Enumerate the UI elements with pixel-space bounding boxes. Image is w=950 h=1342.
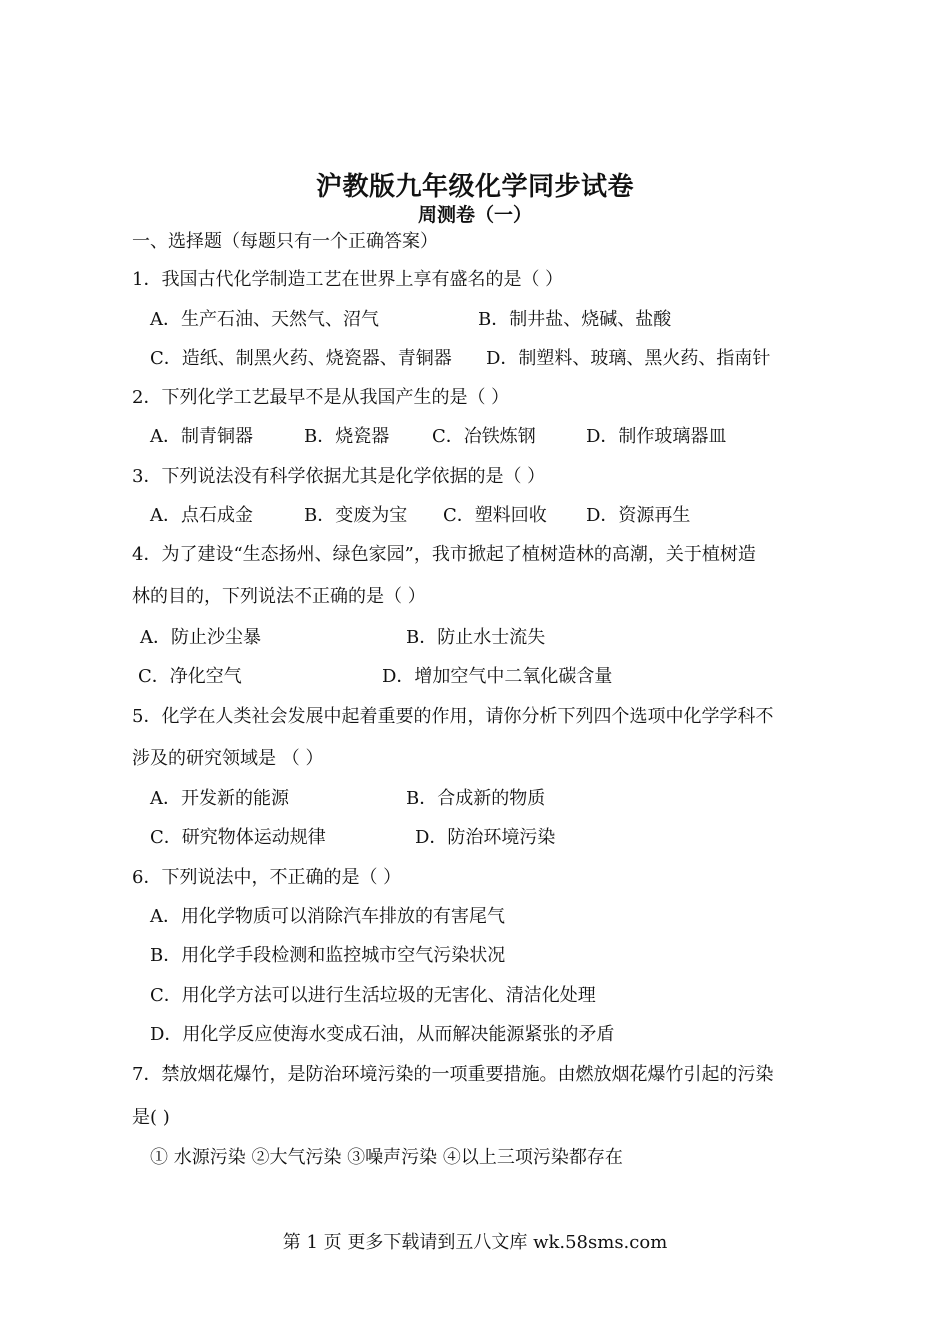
question-7-options: ① 水源污染 ②大气污染 ③噪声污染 ④以上三项污染都存在 <box>150 1147 623 1168</box>
question-2-option-d: D．制作玻璃器皿 <box>586 426 727 447</box>
question-5-stem-line-2: 涉及的研究领域是 （ ） <box>132 748 324 769</box>
question-2-option-c: C．冶铁炼钢 <box>432 426 536 447</box>
question-6-option-c: C．用化学方法可以进行生活垃圾的无害化、清洁化处理 <box>150 985 596 1006</box>
question-3-option-a: A．点石成金 <box>150 505 253 526</box>
page-footer: 第 1 页 更多下载请到五八文库 wk.58sms.com <box>282 1232 668 1253</box>
question-4-option-d: D．增加空气中二氧化碳含量 <box>382 666 613 687</box>
question-1-option-b: B．制井盐、烧碱、盐酸 <box>478 309 672 330</box>
question-2-stem: 2．下列化学工艺最早不是从我国产生的是（ ） <box>132 387 510 408</box>
question-4-option-a: A．防止沙尘暴 <box>140 627 261 648</box>
question-2-option-b: B．烧瓷器 <box>304 426 390 447</box>
question-1-option-d: D．制塑料、玻璃、黑火药、指南针 <box>486 348 771 369</box>
question-7-stem-line-2: 是( ) <box>132 1107 170 1128</box>
question-1-stem: 1．我国古代化学制造工艺在世界上享有盛名的是（ ） <box>132 269 564 290</box>
question-3-stem: 3．下列说法没有科学依据尤其是化学依据的是（ ） <box>132 466 546 487</box>
page-title: 沪教版九年级化学同步试卷 <box>315 172 634 202</box>
question-5-option-b: B．合成新的物质 <box>406 788 546 809</box>
question-1-option-c: C．造纸、制黑火药、烧瓷器、青铜器 <box>150 348 452 369</box>
question-1-option-a: A．生产石油、天然气、沼气 <box>150 309 379 330</box>
question-4-stem-line-2: 林的目的，下列说法不正确的是（ ） <box>132 586 426 607</box>
section-heading: 一、选择题（每题只有一个正确答案） <box>132 231 438 252</box>
question-6-option-d: D．用化学反应使海水变成石油，从而解决能源紧张的矛盾 <box>150 1024 615 1045</box>
question-6-stem: 6．下列说法中，不正确的是（ ） <box>132 867 402 888</box>
question-6-option-b: B．用化学手段检测和监控城市空气污染状况 <box>150 945 506 966</box>
question-7-stem-line-1: 7．禁放烟花爆竹，是防治环境污染的一项重要措施。由燃放烟花爆竹引起的污染 <box>132 1064 774 1085</box>
question-3-option-d: D．资源再生 <box>586 505 691 526</box>
question-5-option-d: D．防治环境污染 <box>415 827 556 848</box>
question-5-option-c: C．研究物体运动规律 <box>150 827 326 848</box>
question-3-option-b: B．变废为宝 <box>304 505 408 526</box>
page-subtitle: 周测卷（一） <box>417 204 532 226</box>
question-2-option-a: A．制青铜器 <box>150 426 253 447</box>
question-3-option-c: C．塑料回收 <box>443 505 547 526</box>
question-6-option-a: A．用化学物质可以消除汽车排放的有害尾气 <box>150 906 505 927</box>
question-5-stem-line-1: 5．化学在人类社会发展中起着重要的作用，请你分析下列四个选项中化学学科不 <box>132 706 774 727</box>
question-5-option-a: A．开发新的能源 <box>150 788 289 809</box>
question-4-option-c: C．净化空气 <box>138 666 242 687</box>
question-4-stem-line-1: 4．为了建设“生态扬州、绿色家园”，我市掀起了植树造林的高潮，关于植树造 <box>132 544 756 565</box>
question-4-option-b: B．防止水士流失 <box>406 627 546 648</box>
